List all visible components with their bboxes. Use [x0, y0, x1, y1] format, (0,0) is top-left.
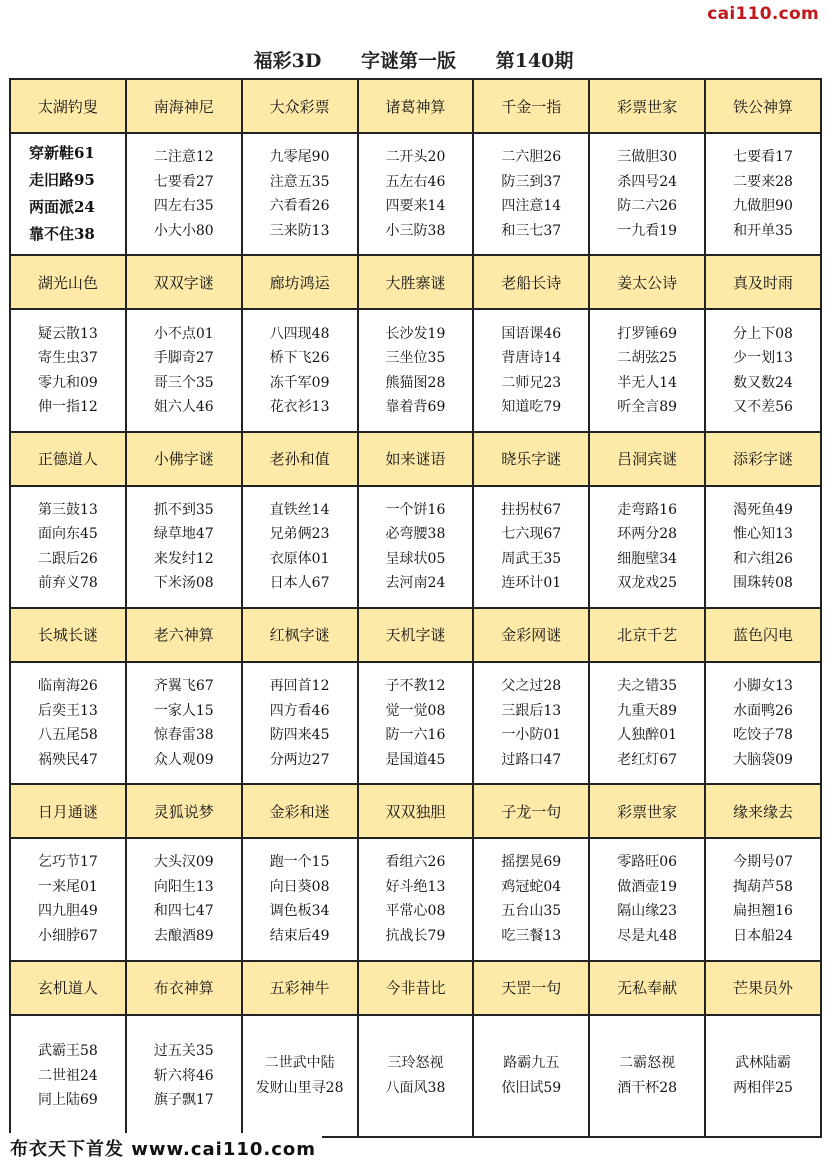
- riddle-line: 细胞壁34: [617, 550, 678, 567]
- riddle-cell: [589, 133, 705, 255]
- column-header: 真及时雨: [705, 255, 821, 309]
- riddle-cell: [126, 133, 242, 255]
- riddle-line: 四要来14: [385, 198, 446, 215]
- column-header: 双双独胆: [358, 784, 474, 838]
- riddle-line: 花衣衫13: [269, 399, 330, 416]
- riddle-line: 和四七47: [153, 903, 214, 920]
- riddle-line: 走弯路16: [617, 501, 678, 518]
- riddle-line: 冻千军09: [269, 374, 330, 391]
- riddle-cell: [589, 662, 705, 784]
- riddle-line: 和六组26: [733, 550, 793, 567]
- riddle-cell: [589, 1015, 705, 1137]
- riddle-line: 国语课46: [501, 325, 562, 342]
- riddle-cell: [358, 838, 474, 960]
- riddle-line: 八五尾58: [38, 727, 98, 744]
- riddle-line: 两相伴25: [733, 1079, 793, 1096]
- riddle-line: 三做胆30: [617, 149, 678, 166]
- header-row: [10, 784, 821, 838]
- riddle-line: 呈球状05: [385, 550, 446, 567]
- riddle-line: 桥下飞26: [269, 350, 330, 367]
- riddle-line: 再回首12: [269, 678, 330, 695]
- riddle-line: 旗子飘17: [153, 1092, 214, 1109]
- riddle-line: 三坐位35: [385, 350, 446, 367]
- riddle-line: 伸一指12: [38, 399, 98, 416]
- riddle-cell: [473, 486, 589, 608]
- riddle-cell: [242, 486, 358, 608]
- riddle-row: [10, 133, 821, 255]
- riddle-cell: [358, 662, 474, 784]
- riddle-line: 三玲怒视: [387, 1055, 444, 1072]
- riddle-line: 二六胆26: [501, 149, 562, 166]
- riddle-cell: [242, 309, 358, 431]
- riddle-row: [10, 662, 821, 784]
- riddle-line: 惊春雷38: [153, 727, 214, 744]
- column-header: 天机字谜: [358, 608, 474, 662]
- riddle-line: 防三到37: [501, 173, 562, 190]
- riddle-cell: [589, 309, 705, 431]
- riddle-line: 下米汤08: [153, 575, 214, 592]
- riddle-line: 二开头20: [385, 149, 446, 166]
- riddle-cell: [358, 133, 474, 255]
- riddle-line: 分两边27: [269, 751, 330, 768]
- riddle-line: 二世祖24: [38, 1067, 98, 1084]
- column-header: 双双字谜: [126, 255, 242, 309]
- riddle-line: 和开单35: [733, 222, 793, 239]
- riddle-line: 环两分28: [617, 526, 678, 543]
- riddle-line: 双龙戏25: [617, 575, 678, 592]
- riddle-cell: [126, 838, 242, 960]
- riddle-line: 水面鸭26: [733, 702, 793, 719]
- column-header: 北京千艺: [589, 608, 705, 662]
- riddle-line: 老红灯67: [617, 751, 678, 768]
- riddle-cell: [242, 1015, 358, 1137]
- column-header: 芒果员外: [705, 961, 821, 1015]
- riddle-line: 小脚女13: [733, 678, 793, 695]
- riddle-line: 结束后49: [269, 927, 330, 944]
- column-header: 正德道人: [10, 432, 126, 486]
- riddle-cell: [705, 309, 821, 431]
- riddle-line: 尽是丸48: [617, 927, 678, 944]
- riddle-line: 寄生虫37: [38, 350, 98, 367]
- riddle-line: 人独醉01: [617, 727, 678, 744]
- riddle-line: 注意五35: [269, 173, 330, 190]
- column-header: 蓝色闪电: [705, 608, 821, 662]
- riddle-line: 吃饺子78: [733, 727, 793, 744]
- riddle-line: 少一划13: [733, 350, 793, 367]
- riddle-line: 一家人15: [153, 702, 214, 719]
- riddle-line: 去酿酒89: [153, 927, 214, 944]
- riddle-line: 背唐诗14: [501, 350, 562, 367]
- riddle-line: 穿新鞋61: [29, 144, 95, 163]
- riddle-line: 去河南24: [385, 575, 446, 592]
- header-row: [10, 432, 821, 486]
- site-tag: cai110.com: [707, 4, 819, 24]
- column-header: 铁公神算: [705, 79, 821, 133]
- column-header: 诸葛神算: [358, 79, 474, 133]
- riddle-line: 众人观09: [153, 751, 214, 768]
- riddle-line: 围珠转08: [733, 575, 793, 592]
- riddle-cell: [473, 838, 589, 960]
- riddle-line: 哥三个35: [153, 374, 214, 391]
- riddle-line: 前弃义78: [38, 575, 98, 592]
- riddle-line: 听全言89: [617, 399, 678, 416]
- riddle-row: [10, 486, 821, 608]
- riddle-line: 九做胆90: [733, 198, 793, 215]
- column-header: 今非昔比: [358, 961, 474, 1015]
- column-header: 大众彩票: [242, 79, 358, 133]
- riddle-cell: [358, 309, 474, 431]
- column-header: 姜太公诗: [589, 255, 705, 309]
- column-header: 老船长诗: [473, 255, 589, 309]
- riddle-line: 大脑袋09: [733, 751, 793, 768]
- riddle-line: 武林陆霸: [735, 1055, 792, 1072]
- riddle-cell: [705, 133, 821, 255]
- riddle-line: 向阳生13: [153, 878, 214, 895]
- riddle-cell: [589, 838, 705, 960]
- riddle-cell: [10, 1015, 126, 1137]
- riddle-line: 父之过28: [501, 678, 562, 695]
- riddle-line: 发财山里寻28: [255, 1079, 344, 1096]
- riddle-line: 又不差56: [733, 399, 793, 416]
- riddle-line: 兄弟俩23: [269, 526, 330, 543]
- riddle-line: 防四来45: [269, 727, 330, 744]
- riddle-cell: [10, 838, 126, 960]
- riddle-cell: [126, 1015, 242, 1137]
- riddle-line: 姐六人46: [153, 399, 214, 416]
- riddle-line: 是国道45: [385, 751, 446, 768]
- riddle-line: 二世武中陆: [264, 1055, 335, 1072]
- column-header: 大胜寨谜: [358, 255, 474, 309]
- riddle-line: 周武王35: [501, 550, 562, 567]
- riddle-cell: [126, 486, 242, 608]
- riddle-line: 一九看19: [617, 222, 678, 239]
- riddle-line: 七六现67: [501, 526, 562, 543]
- riddle-cell: [10, 486, 126, 608]
- column-header: 长城长谜: [10, 608, 126, 662]
- riddle-line: 隔山缘23: [617, 903, 678, 920]
- riddle-line: 依旧试59: [501, 1079, 562, 1096]
- riddle-cell: [358, 486, 474, 608]
- riddle-line: 数又数24: [733, 374, 793, 391]
- riddle-line: 二跟后26: [38, 550, 98, 567]
- riddle-cell: [242, 662, 358, 784]
- riddle-row: [10, 309, 821, 431]
- column-header: 廊坊鸿运: [242, 255, 358, 309]
- column-header: 日月通谜: [10, 784, 126, 838]
- riddle-line: 七要看27: [153, 173, 214, 190]
- column-header: 小佛字谜: [126, 432, 242, 486]
- riddle-line: 吃三餐13: [501, 927, 562, 944]
- column-header: 老孙和值: [242, 432, 358, 486]
- riddle-line: 面向东45: [38, 526, 98, 543]
- riddle-line: 八面风38: [385, 1079, 446, 1096]
- column-header: 添彩字谜: [705, 432, 821, 486]
- riddle-line: 跑一个15: [269, 854, 330, 871]
- riddle-line: 防一六16: [385, 727, 446, 744]
- riddle-table: [9, 78, 822, 1138]
- riddle-cell: [473, 309, 589, 431]
- riddle-line: 做酒壶19: [617, 878, 678, 895]
- riddle-cell: [589, 486, 705, 608]
- riddle-line: 惟心知13: [733, 526, 793, 543]
- riddle-cell: [473, 662, 589, 784]
- riddle-line: 日本船24: [733, 927, 793, 944]
- column-header: 金彩网谜: [473, 608, 589, 662]
- riddle-line: 四方看46: [269, 702, 330, 719]
- column-header: 玄机道人: [10, 961, 126, 1015]
- riddle-line: 平常心08: [385, 903, 446, 920]
- riddle-line: 九零尾90: [269, 149, 330, 166]
- riddle-line: 酒干杯28: [617, 1079, 678, 1096]
- riddle-line: 四左右35: [153, 198, 214, 215]
- riddle-line: 零九和09: [38, 374, 98, 391]
- riddle-line: 五左右46: [385, 173, 446, 190]
- riddle-line: 靠着背69: [385, 399, 446, 416]
- riddle-line: 小不点01: [153, 325, 214, 342]
- riddle-line: 来发纣12: [153, 550, 214, 567]
- riddle-cell: [10, 662, 126, 784]
- riddle-line: 靠不住38: [29, 225, 95, 244]
- column-header: 老六神算: [126, 608, 242, 662]
- riddle-cell: [126, 309, 242, 431]
- riddle-line: 手脚奇27: [153, 350, 214, 367]
- riddle-line: 四注意14: [501, 198, 562, 215]
- riddle-line: 掏葫芦58: [733, 878, 793, 895]
- riddle-line: 拄拐杖67: [501, 501, 562, 518]
- riddle-line: 七要看17: [733, 149, 793, 166]
- column-header: 湖光山色: [10, 255, 126, 309]
- riddle-line: 齐翼飞67: [153, 678, 214, 695]
- riddle-line: 半无人14: [617, 374, 678, 391]
- riddle-line: 路霸九五: [503, 1055, 560, 1072]
- riddle-line: 小细脖67: [38, 927, 98, 944]
- riddle-line: 子不教12: [385, 678, 446, 695]
- riddle-line: 分上下08: [733, 325, 793, 342]
- riddle-line: 抗战长79: [385, 927, 446, 944]
- riddle-line: 一来尾01: [38, 878, 98, 895]
- column-header: 太湖钓叟: [10, 79, 126, 133]
- riddle-line: 直铁丝14: [269, 501, 330, 518]
- header-row: [10, 79, 821, 133]
- column-header: 晓乐字谜: [473, 432, 589, 486]
- riddle-line: 抓不到35: [153, 501, 214, 518]
- column-header: 千金一指: [473, 79, 589, 133]
- riddle-line: 扁担翘16: [733, 903, 793, 920]
- riddle-line: 一个饼16: [385, 501, 446, 518]
- riddle-line: 二胡弦25: [617, 350, 678, 367]
- riddle-line: 日本人67: [269, 575, 330, 592]
- column-header: 五彩神牛: [242, 961, 358, 1015]
- riddle-line: 调色板34: [269, 903, 330, 920]
- column-header: 天罡一句: [473, 961, 589, 1015]
- riddle-line: 斩六将46: [153, 1067, 214, 1084]
- riddle-line: 杀四号24: [617, 173, 678, 190]
- riddle-line: 一小防01: [501, 727, 562, 744]
- column-header: 彩票世家: [589, 784, 705, 838]
- riddle-line: 小三防38: [385, 222, 446, 239]
- riddle-line: 五台山35: [501, 903, 562, 920]
- riddle-cell: [242, 133, 358, 255]
- riddle-line: 临南海26: [38, 678, 98, 695]
- column-header: 吕洞宾谜: [589, 432, 705, 486]
- riddle-line: 三来防13: [269, 222, 330, 239]
- footer-banner: 布衣天下首发 www.cai110.com: [4, 1133, 322, 1167]
- riddle-line: 三跟后13: [501, 702, 562, 719]
- riddle-line: 好斗绝13: [385, 878, 446, 895]
- riddle-cell: [705, 486, 821, 608]
- riddle-cell: [10, 309, 126, 431]
- riddle-line: 二要来28: [733, 173, 793, 190]
- riddle-cell: [242, 838, 358, 960]
- riddle-line: 过五关35: [153, 1043, 214, 1060]
- riddle-line: 鸡冠蛇04: [501, 878, 562, 895]
- riddle-line: 向日葵08: [269, 878, 330, 895]
- riddle-line: 祸殃民47: [38, 751, 98, 768]
- riddle-line: 必弯腰38: [385, 526, 446, 543]
- page-title: 福彩3D 字谜第一版 第140期: [253, 50, 574, 72]
- column-header: 南海神尼: [126, 79, 242, 133]
- riddle-line: 走旧路95: [29, 171, 95, 190]
- riddle-line: 夫之错35: [617, 678, 678, 695]
- column-header: 金彩和迷: [242, 784, 358, 838]
- riddle-line: 和三七37: [501, 222, 562, 239]
- riddle-line: 连环计01: [501, 575, 562, 592]
- riddle-cell: [473, 1015, 589, 1137]
- header-row: [10, 961, 821, 1015]
- riddle-line: 第三鼓13: [38, 501, 98, 518]
- riddle-row: [10, 1015, 821, 1137]
- column-header: 红枫字谜: [242, 608, 358, 662]
- riddle-cell: [10, 133, 126, 255]
- riddle-cell: [358, 1015, 474, 1137]
- riddle-cell: [705, 662, 821, 784]
- riddle-row: [10, 838, 821, 960]
- riddle-cell: [705, 838, 821, 960]
- column-header: 缘来缘去: [705, 784, 821, 838]
- riddle-line: 零路旺06: [617, 854, 678, 871]
- riddle-line: 看组六26: [385, 854, 446, 871]
- riddle-cell: [126, 662, 242, 784]
- header-row: [10, 608, 821, 662]
- riddle-line: 长沙发19: [385, 325, 446, 342]
- riddle-line: 过路口47: [501, 751, 562, 768]
- riddle-line: 熊猫图28: [385, 374, 446, 391]
- riddle-line: 渴死鱼49: [733, 501, 793, 518]
- header-row: [10, 255, 821, 309]
- riddle-line: 八四现48: [269, 325, 330, 342]
- riddle-line: 二师兄23: [501, 374, 562, 391]
- riddle-line: 二注意12: [153, 149, 214, 166]
- column-header: 无私奉献: [589, 961, 705, 1015]
- column-header: 布衣神算: [126, 961, 242, 1015]
- column-header: 灵狐说梦: [126, 784, 242, 838]
- riddle-line: 大头汉09: [153, 854, 214, 871]
- riddle-line: 小大小80: [153, 222, 214, 239]
- column-header: 彩票世家: [589, 79, 705, 133]
- riddle-line: 同上陆69: [38, 1092, 98, 1109]
- riddle-line: 四九胆49: [38, 903, 98, 920]
- riddle-line: 打罗锤69: [617, 325, 678, 342]
- riddle-cell: [473, 133, 589, 255]
- riddle-line: 衣原体01: [269, 550, 330, 567]
- riddle-line: 九重天89: [617, 702, 678, 719]
- riddle-line: 六看看26: [269, 198, 330, 215]
- riddle-line: 疑云散13: [38, 325, 98, 342]
- riddle-line: 后奕王13: [38, 702, 98, 719]
- riddle-line: 两面派24: [29, 198, 95, 217]
- riddle-line: 今期号07: [733, 854, 793, 871]
- riddle-line: 摇摆晃69: [501, 854, 562, 871]
- riddle-line: 武霸王58: [38, 1043, 98, 1060]
- column-header: 子龙一句: [473, 784, 589, 838]
- column-header: 如来谜语: [358, 432, 474, 486]
- riddle-line: 绿草地47: [153, 526, 214, 543]
- riddle-line: 乞巧节17: [38, 854, 98, 871]
- riddle-cell: [705, 1015, 821, 1137]
- riddle-line: 二霸怒视: [619, 1055, 676, 1072]
- riddle-line: 防二六26: [617, 198, 678, 215]
- riddle-line: 知道吃79: [501, 399, 562, 416]
- riddle-line: 觉一觉08: [385, 702, 446, 719]
